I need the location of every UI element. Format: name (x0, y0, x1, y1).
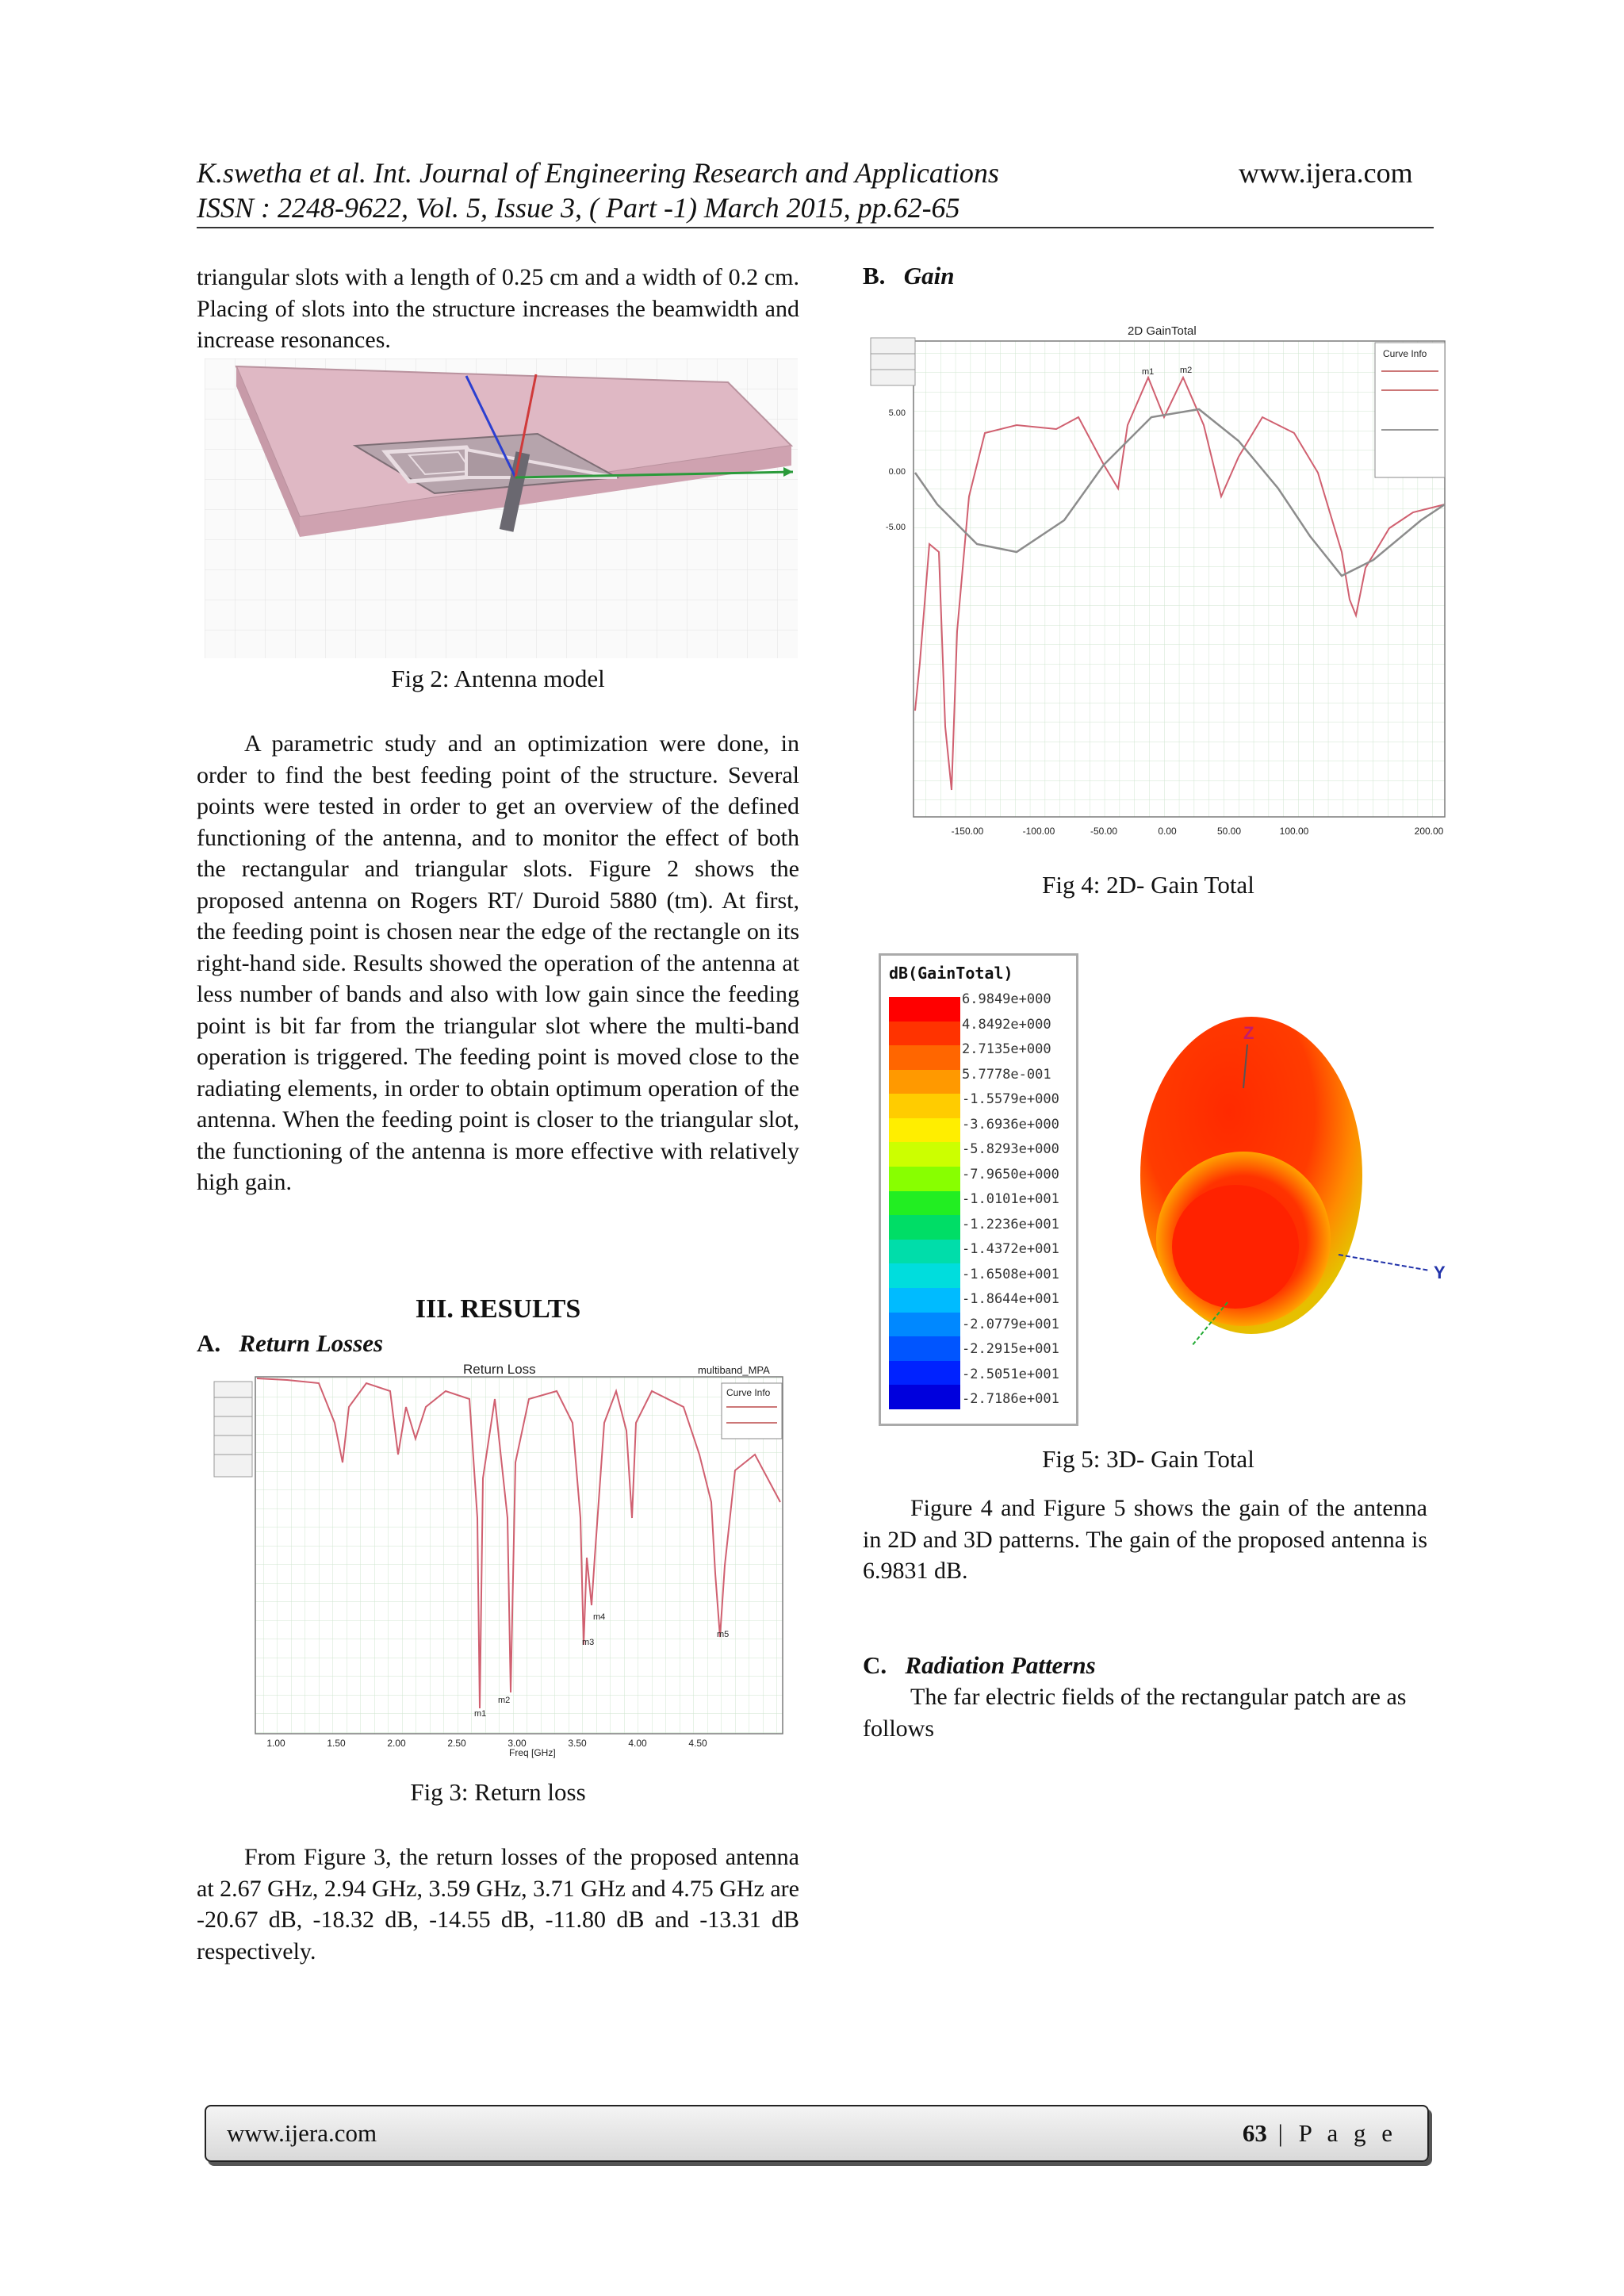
color-swatch (889, 1361, 960, 1386)
gain-3d-legend (879, 953, 1078, 1426)
color-scale-value: -5.8293e+000 (962, 1141, 1059, 1157)
fig4-legend-title: Curve Info (1383, 348, 1427, 359)
color-scale-value: 6.9849e+000 (962, 991, 1051, 1007)
fig3-xtick: 3.50 (568, 1738, 587, 1749)
color-swatch (889, 1022, 960, 1046)
color-scale-value: -1.8644e+001 (962, 1291, 1059, 1307)
fig3-xtick: 1.00 (266, 1738, 285, 1749)
color-swatch (889, 1240, 960, 1264)
color-scale-value: -3.6936e+000 (962, 1116, 1059, 1133)
subsection-b-heading: B. Gain (863, 262, 955, 289)
color-swatch (889, 1070, 960, 1094)
color-scale-value: 4.8492e+000 (962, 1016, 1051, 1033)
header-rule (197, 227, 1434, 228)
fig3-xtick: 2.50 (447, 1738, 466, 1749)
color-scale-value: 5.7778e-001 (962, 1066, 1051, 1083)
footer-website[interactable]: www.ijera.com (227, 2119, 377, 2147)
fig4-ytick: 5.00 (888, 408, 906, 418)
fig4-xtick: -150.00 (951, 826, 984, 837)
fig4-ytick: -5.00 (885, 523, 906, 532)
color-swatch (889, 1215, 960, 1240)
section-results-title: III. RESULTS (415, 1294, 581, 1324)
color-swatch (889, 1094, 960, 1118)
color-scale-value: 2.7135e+000 (962, 1041, 1051, 1057)
footer-page (1243, 2119, 1397, 2148)
fig4-caption: Fig 4: 2D- Gain Total (1042, 871, 1254, 899)
axis-y-label: Y (1434, 1263, 1446, 1282)
fig3-marker-m5: m5 (717, 1630, 730, 1639)
subsection-c-heading: C. Radiation Patterns (863, 1651, 1096, 1679)
fig3-xtick: 1.50 (327, 1738, 346, 1749)
fig4-xtick: 50.00 (1216, 826, 1242, 837)
fig4-marker-m1: m1 (1142, 367, 1155, 377)
color-swatch (889, 1263, 960, 1288)
fig4-xtick: -100.00 (1022, 826, 1055, 837)
fig3-caption: Fig 3: Return loss (410, 1778, 586, 1806)
color-scale-value: -2.5051e+001 (962, 1366, 1059, 1382)
paragraph-5: The far electric fields of the rectangular patch are as follows (863, 1684, 1407, 1742)
fig3-xlabel: Freq [GHz] (509, 1747, 556, 1758)
color-swatch (889, 1045, 960, 1070)
fig4-xtick: 200.00 (1414, 826, 1444, 837)
journal-header: K.swetha et al. Int. Journal of Engineering Research and Applications (197, 157, 999, 189)
color-scale-value: -2.0779e+001 (962, 1316, 1059, 1332)
color-swatch (889, 997, 960, 1022)
color-swatch (889, 1118, 960, 1143)
color-scale-bar (889, 997, 960, 1409)
gain-3d-figure (879, 953, 1473, 1429)
return-loss-chart (208, 1359, 793, 1759)
color-scale-value: -1.2236e+001 (962, 1216, 1059, 1232)
antenna-model-figure (205, 358, 798, 658)
fig3-xtick: 2.00 (387, 1738, 406, 1749)
paragraph-2: A parametric study and an optimization were done, in order to find the best feeding point of the structure. Several points were tested in order to get an overview of the defined functioning of the antenna, and to monitor the effect of both the rectangular and triangular slots. Figure 2 shows the proposed antenna on Rogers RT/ Duroid 5880 (tm). At first, the feeding point is chosen near the edge of the rectangle on its right-hand side. Results showed the operation of the antenna at less number of bands and also with low gain since the feeding point is bit far from the triangular slot where the multi-band operation is triggered. The feeding point is moved close to the radiating elements, in order to obtain optimum operation of the antenna. When the feeding point is closer to the triangular slot, the functioning of the antenna is more effective with relatively high gain. (197, 730, 799, 1195)
fig4-xtick: -50.00 (1090, 826, 1118, 837)
color-scale-value: -1.0101e+001 (962, 1191, 1059, 1207)
paragraph-1: triangular slots with a length of 0.25 cm and a width of 0.2 cm. Placing of slots into the structure increases the beamwidth and increase resonances. (197, 264, 799, 353)
fig4-title: 2D GainTotal (1128, 324, 1197, 338)
color-scale-value: -7.9650e+000 (962, 1166, 1059, 1182)
color-swatch (889, 1191, 960, 1216)
fig3-marker-m3: m3 (582, 1638, 595, 1647)
fig3-marker-m4: m4 (593, 1612, 606, 1622)
color-swatch (889, 1336, 960, 1361)
paragraph-3: From Figure 3, the return losses of the proposed antenna at 2.67 GHz, 2.94 GHz, 3.59 GHz, 3.71 GHz and 4.75 GHz are -20.67 dB, -18.32 dB, -14.55 dB, -11.80 dB and -13.31 dB respectively. (197, 1844, 799, 1964)
fig3-xtick: 4.50 (688, 1738, 707, 1749)
page-footer (205, 2105, 1429, 2162)
fig4-marker-m2: m2 (1180, 366, 1193, 375)
fig4-xtick: 100.00 (1279, 826, 1309, 837)
fig3-tag: multiband_MPA (698, 1364, 770, 1376)
page-label: | P a g e (1277, 2119, 1397, 2147)
color-swatch (889, 1385, 960, 1409)
fig2-caption: Fig 2: Antenna model (391, 665, 605, 692)
fig4-ytick: 0.00 (888, 467, 906, 477)
paragraph-4: Figure 4 and Figure 5 shows the gain of the antenna in 2D and 3D patterns. The gain of the proposed antenna is 6.9831 dB. (863, 1495, 1427, 1584)
color-swatch (889, 1142, 960, 1167)
color-swatch (889, 1288, 960, 1313)
fig3-legend-title: Curve Info (726, 1387, 771, 1398)
radiation-pattern-3d (1116, 1001, 1473, 1397)
issn-header: ISSN : 2248-9622, Vol. 5, Issue 3, ( Part -1) March 2015, pp.62-65 (197, 192, 960, 224)
fig3-marker-m1: m1 (474, 1709, 487, 1719)
fig3-xtick: 3.00 (508, 1738, 527, 1749)
color-scale-values (962, 987, 1073, 1412)
color-scale-value: -2.7186e+001 (962, 1391, 1059, 1407)
page-number: 63 (1242, 2119, 1267, 2147)
color-scale-value: -1.6508e+001 (962, 1266, 1059, 1282)
color-scale-value: -2.2915e+001 (962, 1341, 1059, 1357)
fig3-title: Return Loss (463, 1362, 536, 1377)
gain-3d-legend-title: dB(GainTotal) (889, 964, 1013, 983)
fig3-xtick: 4.00 (628, 1738, 647, 1749)
axis-z-label: Z (1243, 1023, 1254, 1043)
header-website[interactable]: www.ijera.com (1239, 157, 1413, 189)
fig4-xtick: 0.00 (1158, 826, 1177, 837)
subsection-a-heading: A. Return Losses (197, 1329, 384, 1357)
gain-2d-chart (866, 314, 1453, 847)
fig3-marker-m2: m2 (498, 1696, 511, 1705)
fig5-caption: Fig 5: 3D- Gain Total (1042, 1445, 1254, 1473)
color-swatch (889, 1313, 960, 1337)
color-scale-value: -1.5579e+000 (962, 1091, 1059, 1107)
color-swatch (889, 1167, 960, 1191)
color-scale-value: -1.4372e+001 (962, 1241, 1059, 1257)
